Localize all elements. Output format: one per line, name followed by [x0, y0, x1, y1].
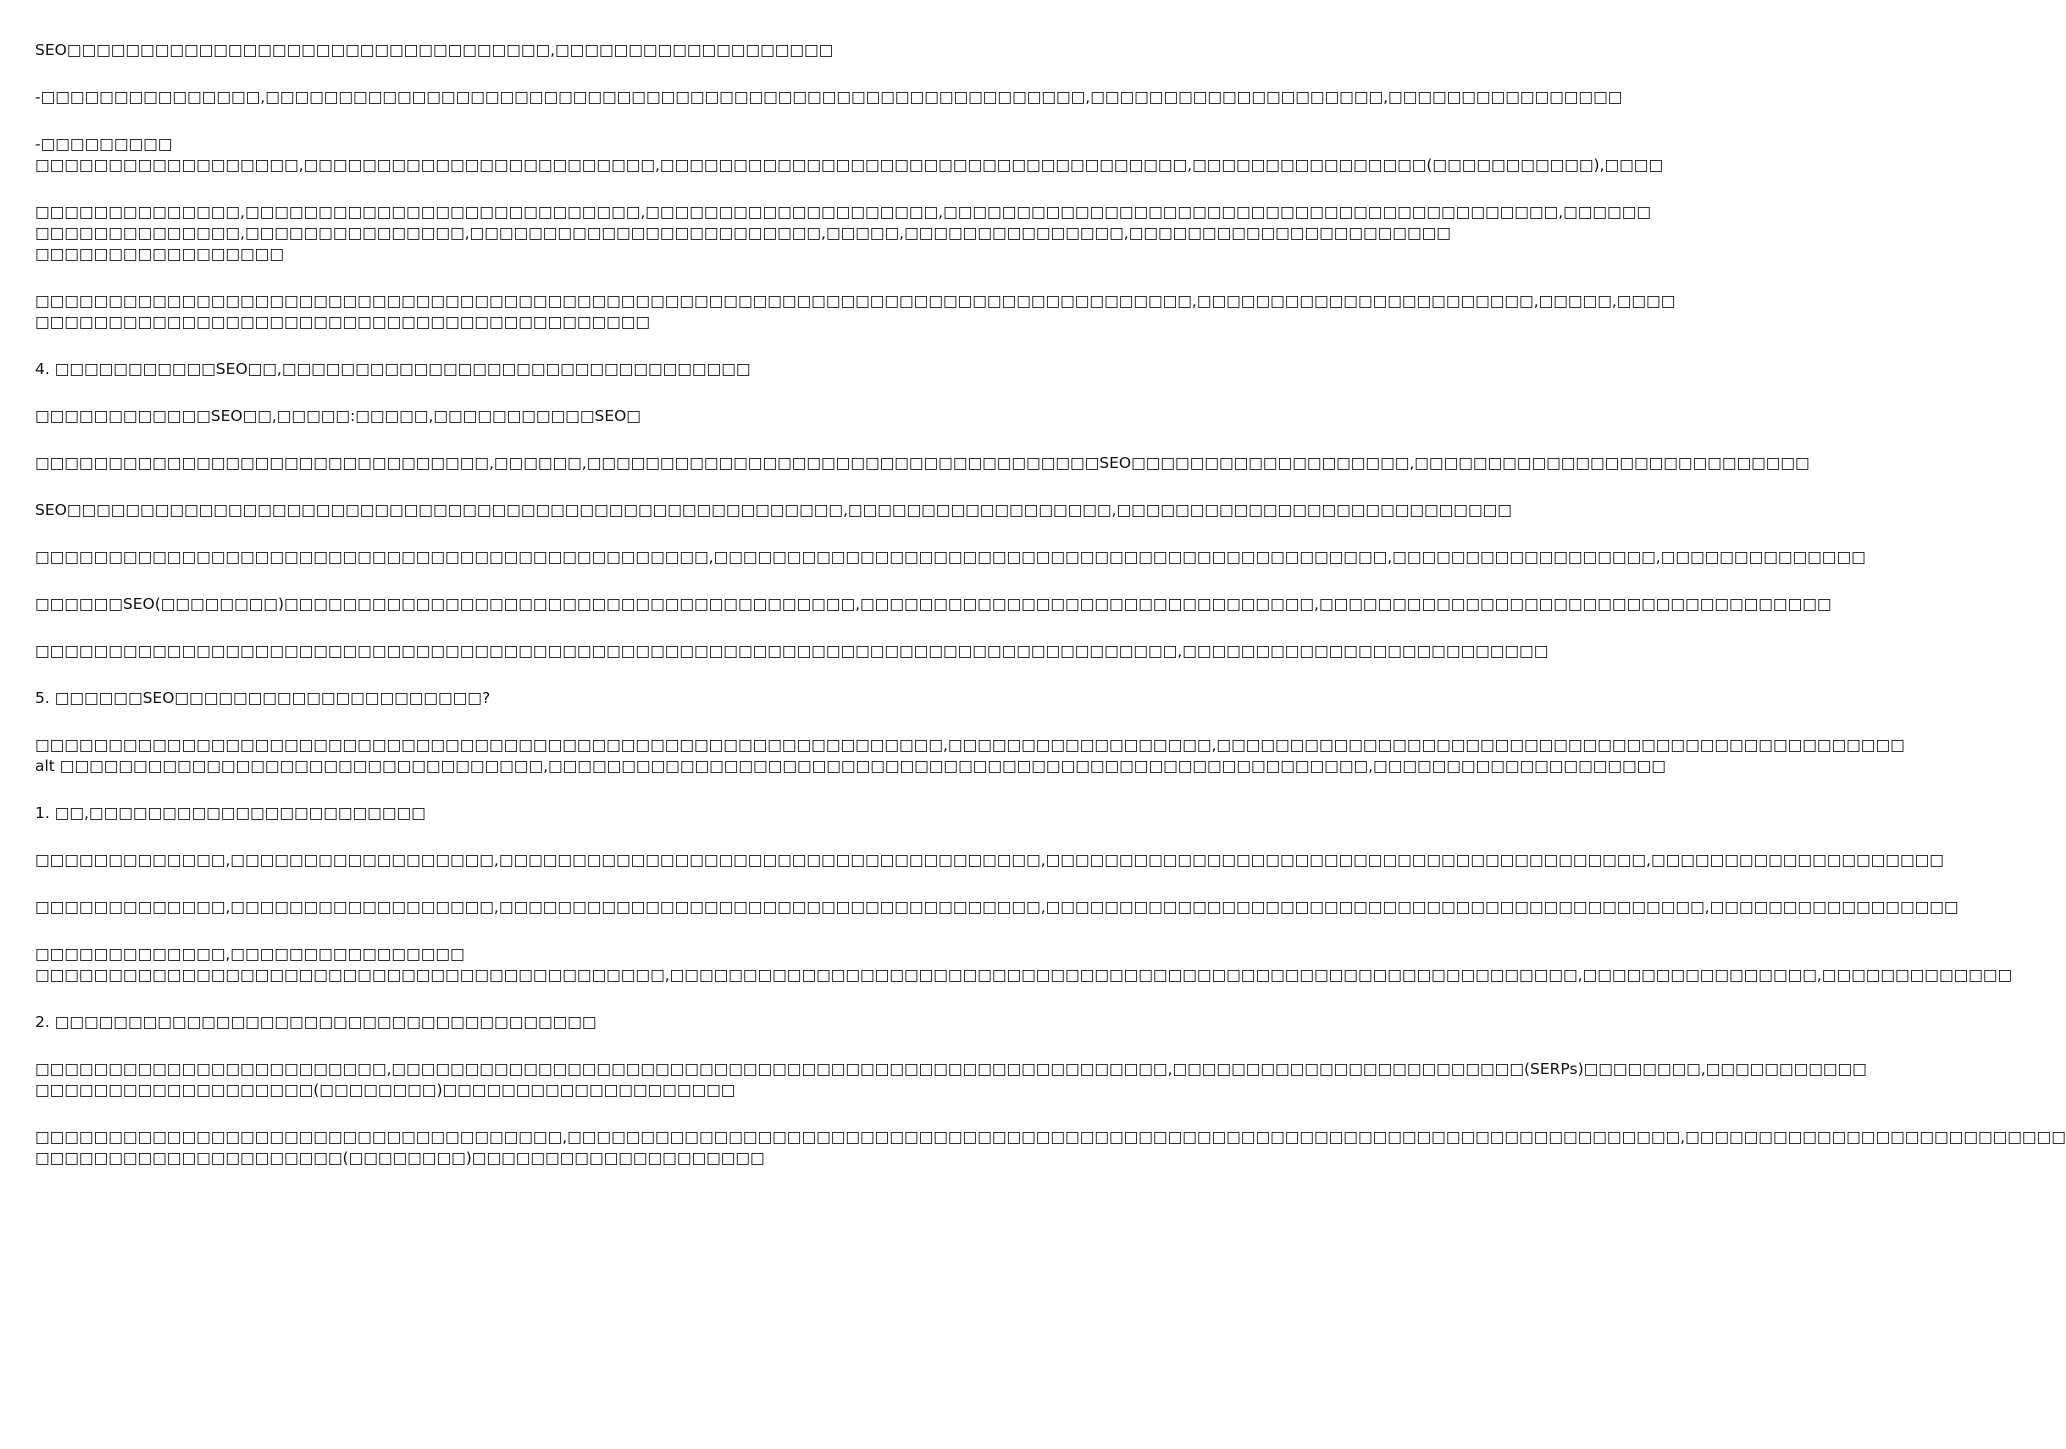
text-line: □□□□□□□□□□□□□□□□□□□□□□□□□□□□□□□□□□□□□□□□□□□□□□,□□□□□□□□□□□□□□□□□□□□□□□□□□□□□□□□□□□□□□□□□□□□□□,□□□□□□□□□□□□□□□□□□,□□□□□□□□□□□□□□ [35, 548, 1866, 566]
paragraph [35, 134, 1664, 176]
text-line: -□□□□□□□□□ [35, 135, 173, 153]
text-line: □□□□□□□□□□□□□□□□□□□□□□□□□□□□□□□□□□□□□□□□□□□□□□□□□□□□□□□□□□□□□□□□□□□□□□□□□□□□□□,□□□□□□□□□□□□□□□□□□□□□□□□□ [35, 642, 1549, 660]
paragraph [35, 594, 1832, 615]
paragraph [35, 547, 1866, 568]
text-line: □□□□□□□□□□□□□□□□□□□□□□□□□□□□□□□,□□□□□□,□□□□□□□□□□□□□□□□□□□□□□□□□□□□□□□□□□□SEO□□□□□□□□□□□□□□□□□□□,□□□□□□□□□□□□□□□□□□□□□□□□□□□ [35, 454, 1810, 472]
text-line: □□□□□□□□□□□□□□□□□ [35, 245, 284, 263]
paragraph [35, 735, 1905, 777]
paragraph [35, 1059, 1867, 1101]
text-line: 2. □□□□□□□□□□□□□□□□□□□□□□□□□□□□□□□□□□□□□ [35, 1013, 597, 1031]
text-line: □□□□□□□□□□□□□□□□□□□□□□□□□□□□□□□□□□□□□□□□□□□□□□□□□□□□□□□□□□□□□□,□□□□□□□□□□□□□□□□□□,□□□□□□□□□□□□□□□□□□□□□□□□□□□□□□□□□□□□□□□□□□□□□□□ [35, 736, 1905, 754]
text-line: □□□□□□□□□□□□□□□□□□□□□□□□,□□□□□□□□□□□□□□□□□□□□□□□□□□□□□□□□□□□□□□□□□□□□□□□□□□□□□,□□□□□□□□□□□□□□□□□□□□□□□□(SERPs)□□□□□□□□,□□□□□□□□□□□ [35, 1060, 1867, 1078]
text-line: □□□□□□□□□□□□SEO□□,□□□□□:□□□□□,□□□□□□□□□□□SEO□ [35, 407, 641, 425]
text-line: SEO□□□□□□□□□□□□□□□□□□□□□□□□□□□□□□□□□,□□□□□□□□□□□□□□□□□□□ [35, 41, 834, 59]
document-page [35, 40, 2066, 1195]
text-line: 4. □□□□□□□□□□□SEO□□,□□□□□□□□□□□□□□□□□□□□□□□□□□□□□□□□ [35, 360, 751, 378]
text-line: □□□□□□SEO(□□□□□□□□)□□□□□□□□□□□□□□□□□□□□□□□□□□□□□□□□□□□□□□□,□□□□□□□□□□□□□□□□□□□□□□□□□□□□□□□,□□□□□□□□□□□□□□□□□□□□□□□□□□□□□□□□□□□ [35, 595, 1832, 613]
paragraph [35, 359, 990, 380]
paragraph [35, 453, 1810, 474]
text-line: □□□□□□□□□□□□□□□□□□□(□□□□□□□□)□□□□□□□□□□□□□□□□□□□□ [35, 1081, 736, 1099]
paragraph [35, 291, 1676, 333]
paragraph [35, 87, 1623, 108]
paragraph [35, 641, 1549, 662]
text-line: □□□□□□□□□□□□□□,□□□□□□□□□□□□□□□,□□□□□□□□□□□□□□□□□□□□□□□□,□□□□□,□□□□□□□□□□□□□□□,□□□□□□□□□□□□□□□□□□□□□□ [35, 224, 1451, 242]
text-line: 1. □□,□□□□□□□□□□□□□□□□□□□□□□□ [35, 804, 426, 822]
text-line: □□□□□□□□□□□□□□□□□□□□□□□□□□□□□□□□□□□□□□□□□□ [35, 313, 651, 331]
text-line: -□□□□□□□□□□□□□□□,□□□□□□□□□□□□□□□□□□□□□□□□□□□□□□□□□□□□□□□□□□□□□□□□□□□□□□□□,□□□□□□□□□□□□□□□□□□□□,□□□□□□□□□□□□□□□□ [35, 88, 1623, 106]
text-line: □□□□□□□□□□□□□□□□□□□□□□□□□□□□□□□□□□□□□□□□□□□□□□□□□□□□□□□□□□□□□□□□□□□□□□□□□□□□□□□,□□□□□□□□□□□□□□□□□□□□□□□,□□□□□,□□□□ [35, 292, 1676, 310]
paragraph [35, 803, 990, 824]
text-line: 5. □□□□□□SEO□□□□□□□□□□□□□□□□□□□□□? [35, 689, 491, 707]
paragraph [35, 1127, 2066, 1169]
paragraph [35, 406, 990, 427]
text-line: □□□□□□□□□□□□□□□□□□,□□□□□□□□□□□□□□□□□□□□□□□□,□□□□□□□□□□□□□□□□□□□□□□□□□□□□□□□□□□□□,□□□□□□□□□□□□□□□□(□□□□□□□□□□□),□□□□ [35, 156, 1664, 174]
text-line: □□□□□□□□□□□□□□,□□□□□□□□□□□□□□□□□□□□□□□□□□□,□□□□□□□□□□□□□□□□□□□□,□□□□□□□□□□□□□□□□□□□□□□□□□□□□□□□□□□□□□□□□□□,□□□□□□ [35, 203, 1651, 221]
paragraph [35, 1012, 990, 1033]
paragraph [35, 40, 990, 61]
text-line: □□□□□□□□□□□□□,□□□□□□□□□□□□□□□□□□,□□□□□□□□□□□□□□□□□□□□□□□□□□□□□□□□□□□□□,□□□□□□□□□□□□□□□□□□□□□□□□□□□□□□□□□□□□□□□□□,□□□□□□□□□□□□□□□□□□□□ [35, 851, 1944, 869]
text-line: □□□□□□□□□□□□□,□□□□□□□□□□□□□□□□□□,□□□□□□□□□□□□□□□□□□□□□□□□□□□□□□□□□□□□□,□□□□□□□□□□□□□□□□□□□□□□□□□□□□□□□□□□□□□□□□□□□□□,□□□□□□□□□□□□□□□□□ [35, 898, 1959, 916]
text-line: □□□□□□□□□□□□□□□□□□□□□(□□□□□□□□)□□□□□□□□□□□□□□□□□□□□ [35, 1149, 765, 1167]
text-line: SEO□□□□□□□□□□□□□□□□□□□□□□□□□□□□□□□□□□□□□□□□□□□□□□□□□□□□□,□□□□□□□□□□□□□□□□□□,□□□□□□□□□□□□□□□□□□□□□□□□□□□ [35, 501, 1512, 519]
paragraph [35, 944, 2013, 986]
paragraph [35, 500, 1512, 521]
paragraph [35, 850, 1944, 871]
paragraph [35, 202, 1651, 265]
text-line: □□□□□□□□□□□□□,□□□□□□□□□□□□□□□□ [35, 945, 465, 963]
paragraph [35, 688, 990, 709]
text-line: □□□□□□□□□□□□□□□□□□□□□□□□□□□□□□□□□□□□□□□□□□□,□□□□□□□□□□□□□□□□□□□□□□□□□□□□□□□□□□□□□□□□□□□□□□□□□□□□□□□□□□□□□□,□□□□□□□□□□□□□□□□,□□□□□□□□□□□□□ [35, 966, 2013, 984]
text-line: alt □□□□□□□□□□□□□□□□□□□□□□□□□□□□□□□□□,□□□□□□□□□□□□□□□□□□□□□□□□□□□□□□□□□□□□□□□□□□□□□□□□□□□□□□□□,□□□□□□□□□□□□□□□□□□□□ [35, 757, 1666, 775]
text-line: □□□□□□□□□□□□□□□□□□□□□□□□□□□□□□□□□□□□,□□□□□□□□□□□□□□□□□□□□□□□□□□□□□□□□□□□□□□□□□□□□□□□□□□□□□□□□□□□□□□□□□□□□□□□□□□□□,□□□□□□□□□□□□□□□□□□□□□□□□□□ [35, 1128, 2066, 1146]
paragraph [35, 897, 1959, 918]
